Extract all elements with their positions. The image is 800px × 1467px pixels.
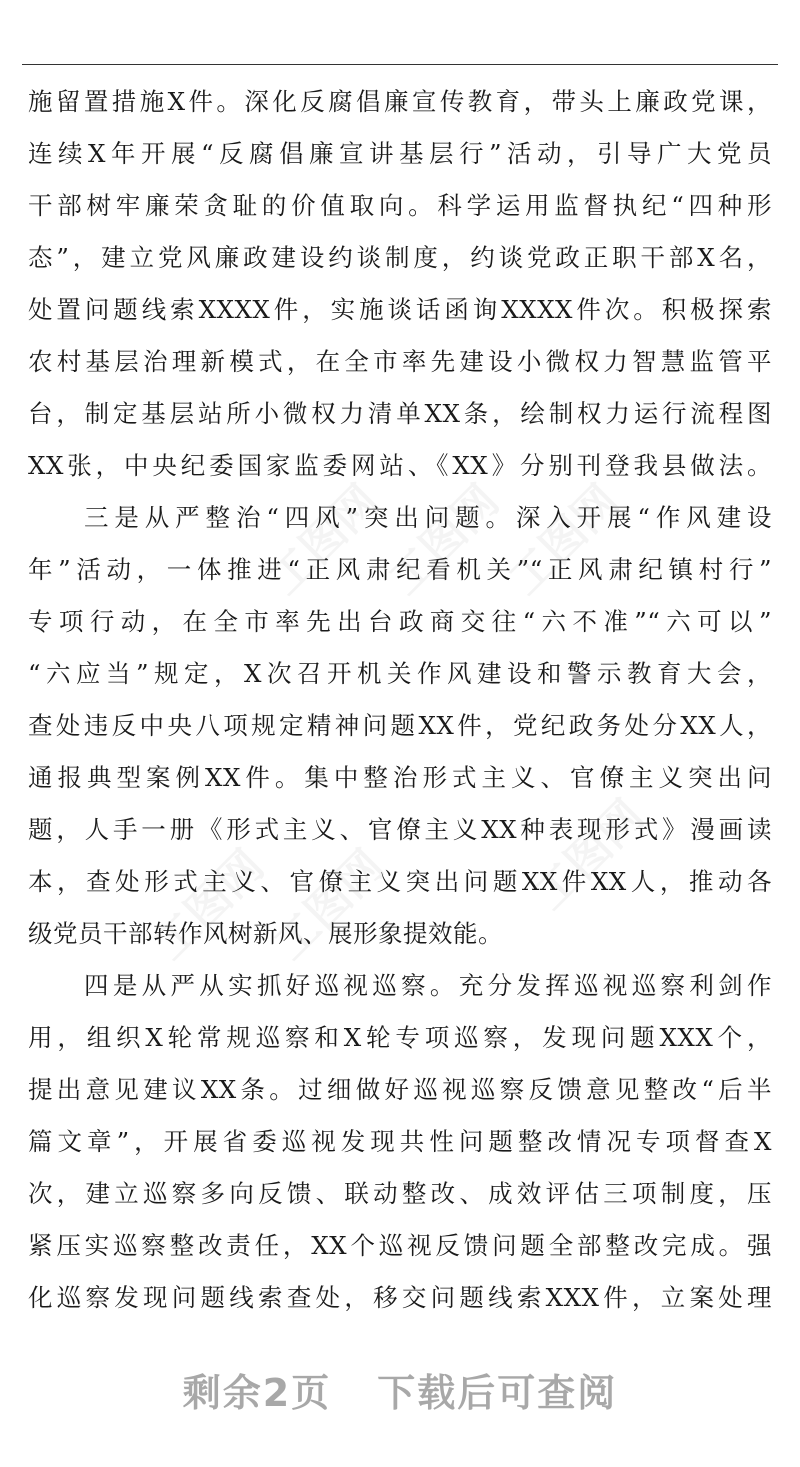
top-divider	[22, 64, 778, 65]
watermark: 工图网	[379, 475, 509, 605]
paragraph-3	[28, 960, 772, 1324]
text-line: 篇文章”，开展省委巡视发现共性问题整改情况专项督查X	[28, 1127, 772, 1156]
paragraph-2	[28, 492, 772, 960]
text-line: 三是从严整治“四风”突出问题。深入开展“作风建设	[84, 503, 772, 532]
text-line: 用，组织X轮常规巡察和X轮专项巡察，发现问题XXX个，	[28, 1023, 772, 1052]
remaining-pages-label: 剩余2页	[182, 1371, 332, 1415]
text-line: 专项行动，在全市率先出台政商交往“六不准”“六可以”	[28, 607, 772, 636]
download-to-view-label: 下载后可查阅	[377, 1371, 618, 1415]
text-line: 连续X年开展“反腐倡廉宣讲基层行”活动，引导广大党员	[28, 139, 772, 168]
watermark: 工图网	[264, 840, 394, 970]
text-line: 台，制定基层站所小微权力清单XX条，绘制权力运行流程图	[28, 399, 772, 428]
text-line: XX张，中央纪委国家监委网站、《XX》分别刊登我县做法。	[28, 451, 772, 480]
text-line: 提出意见建议XX条。过细做好巡视巡察反馈意见整改“后半	[28, 1075, 772, 1104]
text-line: 年”活动，一体推进“正风肃纪看机关”“正风肃纪镇村行”	[28, 555, 772, 584]
text-line: 级党员干部转作风树新风、展形象提效能。	[28, 919, 503, 948]
text-line: 题，人手一册《形式主义、官僚主义XX种表现形式》漫画读	[28, 815, 772, 844]
paragraph-1	[28, 76, 772, 492]
text-line: 本，查处形式主义、官僚主义突出问题XX件XX人，推动各	[28, 867, 772, 896]
text-line: “六应当”规定，X次召开机关作风建设和警示教育大会，	[28, 659, 772, 688]
text-line: 干部树牢廉荣贪耻的价值取向。科学运用监督执纪“四种形	[28, 191, 772, 220]
watermark: 工图网	[259, 475, 389, 605]
text-line: 化巡察发现问题线索查处，移交问题线索XXX件，立案处理	[28, 1283, 772, 1312]
text-line: 四是从严从实抓好巡视巡察。充分发挥巡视巡察利剑作	[84, 971, 772, 1000]
text-line: 紧压实巡察整改责任，XX个巡视反馈问题全部整改完成。强	[28, 1231, 772, 1260]
text-line: 处置问题线索XXXX件，实施谈话函询XXXX件次。积极探索	[28, 295, 772, 324]
text-line: 查处违反中央八项规定精神问题XX件，党纪政务处分XX人，	[28, 711, 772, 740]
text-line: 施留置措施X件。深化反腐倡廉宣传教育，带头上廉政党课，	[28, 87, 772, 116]
document-body	[28, 76, 772, 1324]
download-prompt[interactable]	[0, 1362, 800, 1417]
watermark: 工图网	[524, 790, 654, 920]
text-line: 通报典型案例XX件。集中整治形式主义、官僚主义突出问	[28, 763, 772, 792]
watermark: 工图网	[499, 475, 629, 605]
text-line: 农村基层治理新模式，在全市率先建设小微权力智慧监管平	[28, 347, 772, 376]
watermark: 工图网	[144, 840, 274, 970]
text-line: 次，建立巡察多向反馈、联动整改、成效评估三项制度，压	[28, 1179, 772, 1208]
text-line: 态”，建立党风廉政建设约谈制度，约谈党政正职干部X名，	[28, 243, 772, 272]
